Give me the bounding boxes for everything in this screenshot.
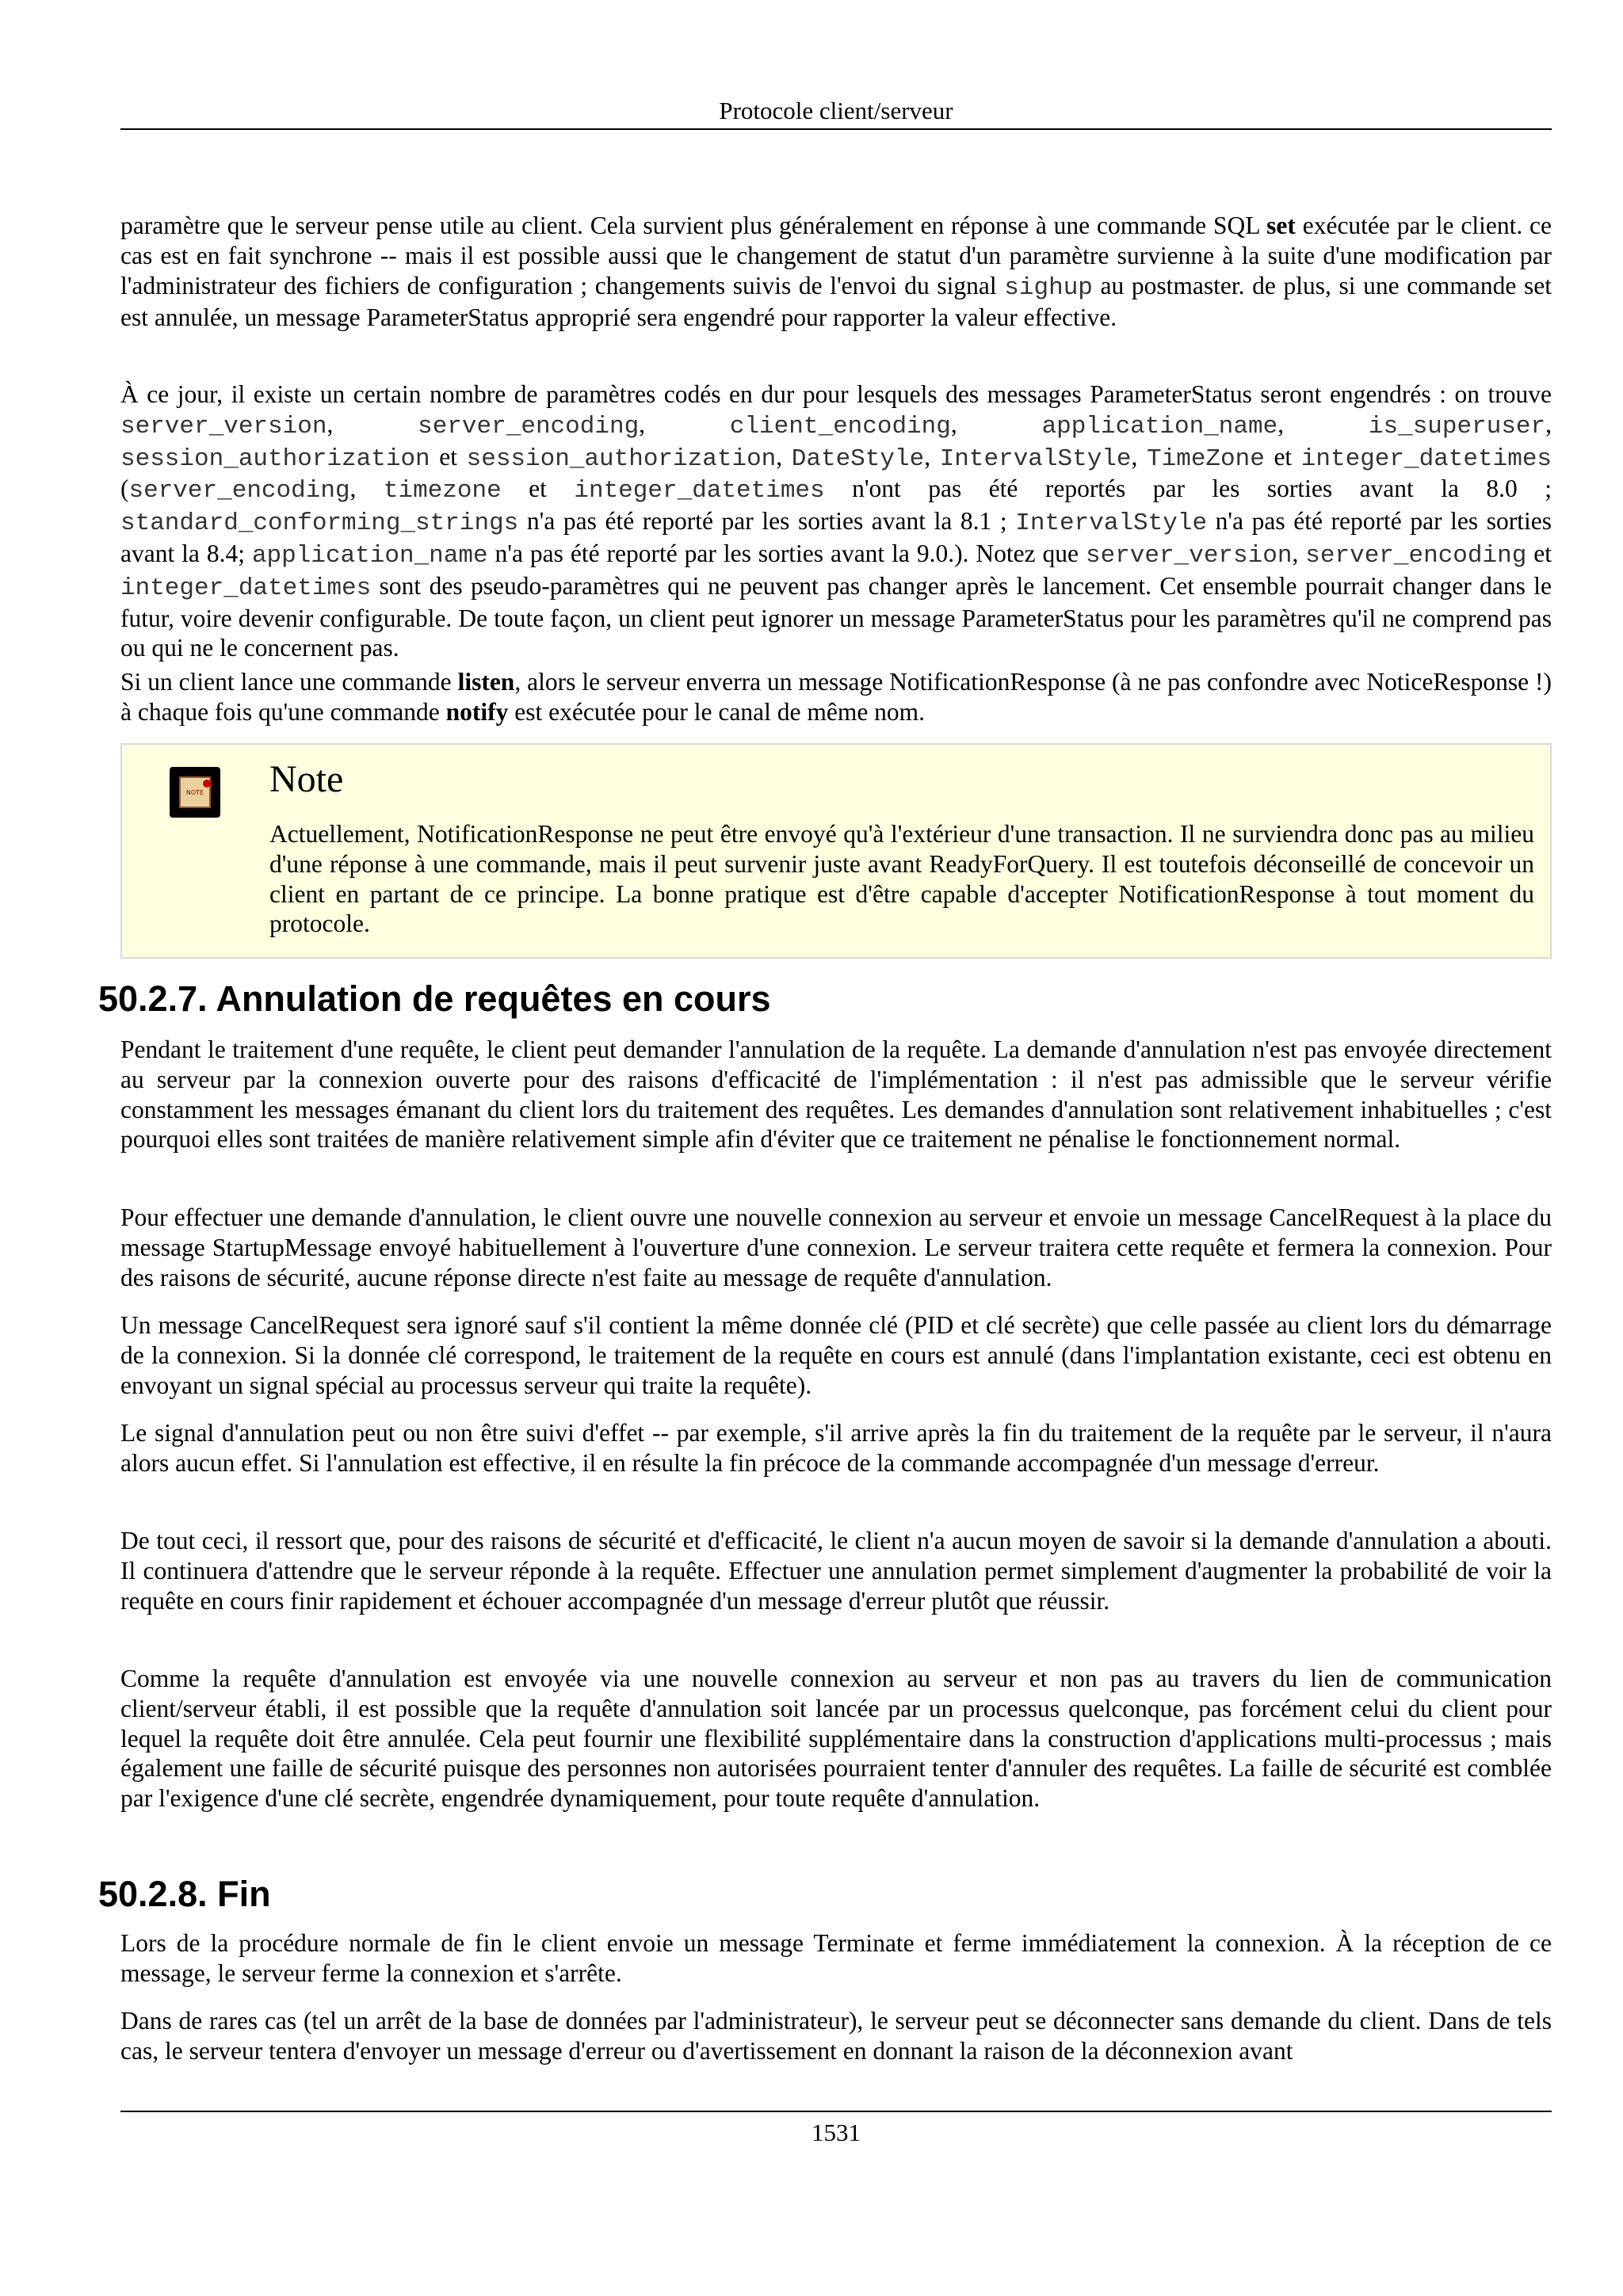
section-heading-cancel: 50.2.7. Annulation de requêtes en cours <box>98 978 771 1019</box>
code-parameter: DateStyle <box>791 444 925 473</box>
text-run: , <box>1545 410 1552 438</box>
code-parameter: standard_conforming_strings <box>120 509 519 538</box>
text-run: , <box>639 410 730 438</box>
text-run: et <box>1264 442 1301 471</box>
text-run: au postmaster. de plus, si une commande set est annulée, un message ParameterStatus approprié sera engendré pour rapporter la valeur effective. <box>120 271 1552 332</box>
sql-command-set: set <box>1266 212 1296 239</box>
code-parameter: application_name <box>1041 412 1278 441</box>
text-run: ( <box>120 475 129 503</box>
code-parameter: IntervalStyle <box>939 444 1132 473</box>
cancel-paragraph-1 <box>120 1035 1552 1154</box>
paragraph: Lors de la procédure normale de fin le client envoie un message Terminate et ferme immédiatement la connexion. À la réception de ce message, le serveur ferme la connexion et s'arrête. <box>120 1929 1552 1987</box>
cancel-paragraph-2 <box>120 1203 1552 1292</box>
fin-paragraph-2 <box>120 2006 1552 2066</box>
code-parameter: IntervalStyle <box>1015 509 1208 538</box>
code-parameter: server_encoding <box>128 477 350 505</box>
paragraph: Pour effectuer une demande d'annulation, le client ouvre une nouvelle connexion au serveur et envoie un message CancelRequest à la place du message StartupMessage envoyé habituellement à l'ouverture d'une connexion. Le serveur traitera cette requête et fermera la connexion. Pour des raisons de sécurité, aucune réponse directe n'est faite au message de requête d'annulation. <box>120 1203 1552 1291</box>
text-run: , <box>327 410 418 438</box>
intro-paragraph-1 <box>120 211 1552 333</box>
text-run: et <box>430 442 467 471</box>
text-run: , <box>1292 539 1306 567</box>
intro-paragraph-2 <box>120 379 1552 663</box>
code-parameter: client_encoding <box>729 412 951 441</box>
code-sighup: sighup <box>1004 273 1093 302</box>
note-title: Note <box>269 758 344 800</box>
text-run: Si un client lance une commande <box>120 668 458 696</box>
text-run: exécutée par le client. ce cas est en fait synchrone -- mais il est possible aussi que le changement de statut d'un paramètre survienne à la suite d'une modification par l'administrateur des fichiers de configuration ; changements suivis de l'envoi du signal <box>120 212 1552 299</box>
text-run: et <box>1526 539 1552 567</box>
text-run: et <box>501 475 575 503</box>
text-run: , <box>1277 410 1369 438</box>
text-run: sont des pseudo-paramètres qui ne peuvent pas changer après le lancement. Cet ensemble pourrait changer dans le futur, voire devenir configurable. De toute façon, un client peut ignorer un message ParameterStatus pour les paramètres qu'il ne comprend pas ou qui ne le concernent pas. <box>120 571 1552 662</box>
text-run: , <box>950 410 1042 438</box>
text-run: À ce jour, il existe un certain nombre de paramètres codés en dur pour lesquels des messages ParameterStatus seront engendrés : on trouve <box>120 380 1552 408</box>
note-icon-label: NOTE <box>185 789 204 796</box>
code-parameter: integer_datetimes <box>574 477 825 505</box>
note-icon <box>170 767 220 818</box>
text-run: est exécutée pour le canal de même nom. <box>508 697 926 726</box>
paragraph: Un message CancelRequest sera ignoré sauf s'il contient la même donnée clé (PID et clé secrète) que celle passée au client lors du démarrage de la connexion. Si la donnée clé correspond, le traitement de la requête en cours est annulé (dans l'implantation existante, ceci est obtenu en envoyant un signal spécial au processus serveur qui traite la requête). <box>120 1311 1552 1399</box>
page-number: 1531 <box>812 2119 861 2146</box>
text-run: , <box>924 442 940 471</box>
header-rule <box>120 128 1552 130</box>
text-run: , <box>1131 442 1148 471</box>
text-run: n'ont pas été reportés par les sorties avant la 8.0 ; <box>824 475 1552 503</box>
code-parameter: is_superuser <box>1368 412 1546 441</box>
text-run: n'a pas été reporté par les sorties avant la 8.4; <box>120 507 1552 567</box>
paragraph: Pendant le traitement d'une requête, le client peut demander l'annulation de la requête. La demande d'annulation n'est pas envoyée directement au serveur par la connexion ouverte pour des raisons d'efficacité de l'implémentation : il n'est pas admissible que le serveur vérifie constamment les messages émanant du client lors du traitement des requêtes. Les demandes d'annulation sont relativement inhabituelles ; c'est pourquoi elles sont traitées de manière relativement simple afin d'éviter que ce traitement ne pénalise le fonctionnement normal. <box>120 1035 1552 1154</box>
code-parameter: server_version <box>120 412 327 441</box>
sql-command-notify: notify <box>445 697 509 726</box>
paragraph: Dans de rares cas (tel un arrêt de la base de données par l'administrateur), le serveur peut se déconnecter sans demande du client. Dans de tels cas, le serveur tentera d'envoyer un message d'erreur ou d'avertissement en donnant la raison de la déconnexion avant <box>120 2007 1552 2065</box>
footer-rule <box>120 2111 1552 2112</box>
code-parameter: TimeZone <box>1147 444 1265 473</box>
code-parameter: timezone <box>383 477 502 505</box>
fin-paragraph-1 <box>120 1928 1552 1989</box>
code-parameter: session_authorization <box>466 444 777 473</box>
running-header: Protocole client/serveur <box>719 97 953 124</box>
code-parameter: server_encoding <box>418 412 640 441</box>
cancel-paragraph-6 <box>120 1664 1552 1814</box>
text-run: n'a pas été reporté par les sorties avant la 8.1 ; <box>518 507 1016 536</box>
code-parameter: integer_datetimes <box>120 574 372 602</box>
cancel-paragraph-5 <box>120 1526 1552 1615</box>
cancel-paragraph-4 <box>120 1418 1552 1478</box>
note-box <box>120 743 1552 959</box>
note-body <box>269 819 1534 939</box>
intro-paragraph-3 <box>120 667 1552 727</box>
code-parameter: application_name <box>251 541 488 570</box>
paragraph: Comme la requête d'annulation est envoyée via une nouvelle connexion au serveur et non pas au travers du lien de communication client/serveur établi, il est possible que la requête d'annulation soit lancée par un processus quelconque, pas forcément celui du client pour lequel la requête doit être annulée. Cela peut fournir une flexibilité supplémentaire dans la construction d'applications multi-processus ; mais également une faille de sécurité puisque des personnes non autorisées pourraient tenter d'annuler des requêtes. La faille de sécurité est comblée par l'exigence d'une clé secrète, engendrée dynamiquement, pour toute requête d'annulation. <box>120 1665 1552 1813</box>
code-parameter: server_version <box>1086 541 1293 570</box>
code-parameter: integer_datetimes <box>1300 444 1552 473</box>
text-run: , <box>776 442 792 471</box>
code-parameter: session_authorization <box>120 444 430 473</box>
note-text: Actuellement, NotificationResponse ne peut être envoyé qu'à l'extérieur d'une transaction. Il ne surviendra donc pas au milieu d'une réponse à une commande, mais il peut survenir juste avant ReadyForQuery. Il est toutefois déconseillé de concevoir un client en partant de ce principe. La bonne pratique est d'être capable d'accepter NotificationResponse à tout moment du protocole. <box>269 820 1534 938</box>
text-run: , alors le serveur enverra un message NotificationResponse (à ne pas confondre avec NoticeResponse !) à chaque fois qu'une commande <box>120 668 1552 726</box>
sql-command-listen: listen <box>457 668 515 696</box>
text-run: n'a pas été reporté par les sorties avant la 9.0.). Notez que <box>487 539 1086 567</box>
paragraph: De tout ceci, il ressort que, pour des raisons de sécurité et d'efficacité, le client n'a aucun moyen de savoir si la demande d'annulation a abouti. Il continuera d'attendre que le serveur réponde à la requête. Effectuer une annulation permet simplement d'augmenter la probabilité de voir la requête en cours finir rapidement et échouer accompagnée d'un message d'erreur plutôt que réussir. <box>120 1527 1552 1615</box>
cancel-paragraph-3 <box>120 1310 1552 1400</box>
text-run: paramètre que le serveur pense utile au client. Cela survient plus généralement en réponse à une commande SQL <box>120 212 1267 239</box>
paragraph: Le signal d'annulation peut ou non être suivi d'effet -- par exemple, s'il arrive après la fin du traitement de la requête par le serveur, il n'aura alors aucun effet. Si l'annulation est effective, il en résulte la fin précoce de la commande accompagnée d'un message d'erreur. <box>120 1419 1552 1477</box>
text-run: , <box>349 475 384 503</box>
section-heading-fin: 50.2.8. Fin <box>98 1874 271 1914</box>
code-parameter: server_encoding <box>1305 541 1527 570</box>
